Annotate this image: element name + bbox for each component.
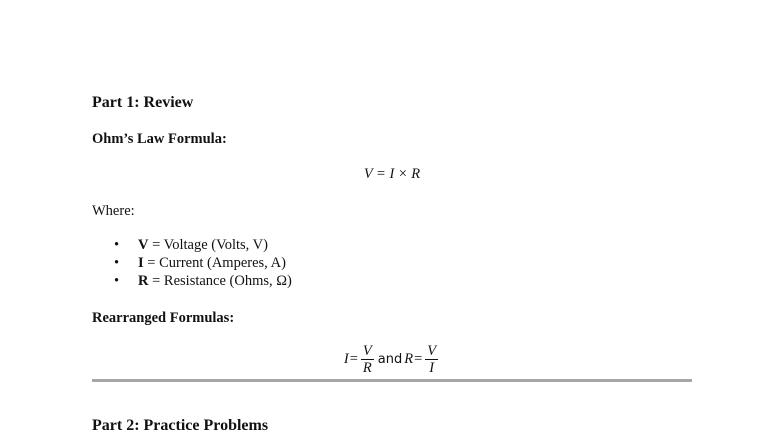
fraction-numerator: V bbox=[362, 343, 372, 359]
list-item bbox=[92, 254, 292, 272]
fraction-denominator: I bbox=[429, 360, 435, 376]
term-symbol: V bbox=[138, 237, 149, 253]
formula2-lhs: R bbox=[404, 351, 414, 367]
variable-definitions-list bbox=[92, 236, 292, 290]
fraction-denominator: R bbox=[362, 360, 372, 376]
fraction-v-over-i bbox=[425, 343, 438, 376]
fraction-v-over-r bbox=[361, 343, 374, 376]
bullet-icon: • bbox=[114, 273, 120, 289]
term-description: = Resistance (Ohms, Ω) bbox=[148, 273, 292, 289]
ohms-law-heading: Ohm’s Law Formula: bbox=[92, 131, 227, 147]
rearranged-formulas bbox=[0, 343, 784, 376]
and-connector: and bbox=[377, 352, 403, 367]
where-label: Where: bbox=[92, 203, 135, 219]
equals-sign: = bbox=[349, 351, 358, 367]
formula1-lhs: I bbox=[343, 351, 349, 367]
bullet-icon: • bbox=[114, 255, 120, 271]
rearranged-heading: Rearranged Formulas: bbox=[92, 310, 235, 326]
term-description: = Current (Amperes, A) bbox=[143, 255, 286, 271]
part1-title: Part 1: Review bbox=[92, 94, 194, 111]
term-description: = Voltage (Volts, V) bbox=[148, 237, 268, 253]
list-item bbox=[92, 272, 292, 290]
bullet-icon: • bbox=[114, 237, 120, 253]
part2-title: Part 2: Practice Problems bbox=[92, 417, 269, 434]
equals-sign: = bbox=[414, 351, 423, 367]
term-symbol: I bbox=[138, 255, 144, 271]
term-symbol: R bbox=[138, 273, 149, 289]
ohms-law-formula: V = I × R bbox=[363, 166, 421, 182]
section-divider bbox=[92, 379, 692, 382]
list-item bbox=[92, 236, 292, 254]
fraction-numerator: V bbox=[427, 343, 437, 359]
